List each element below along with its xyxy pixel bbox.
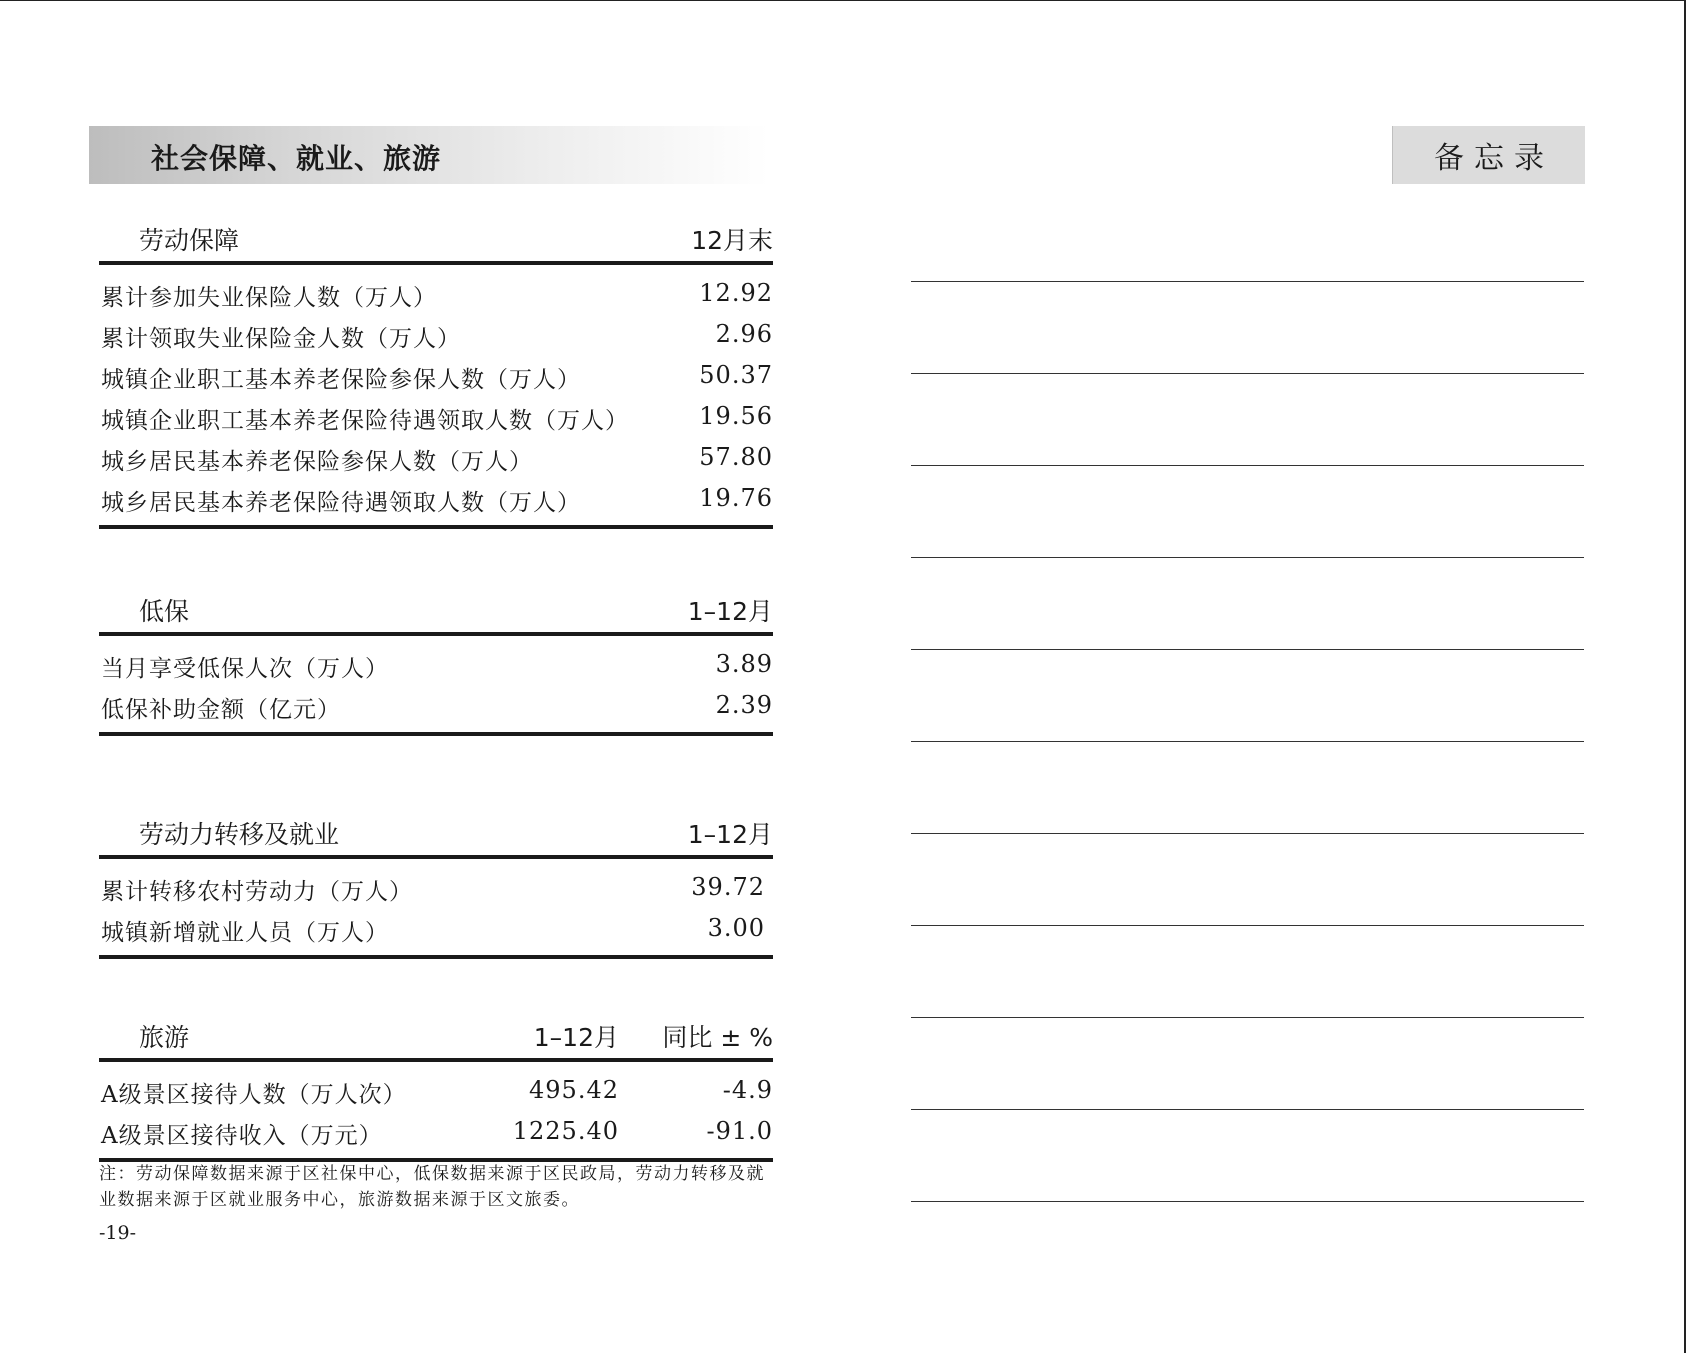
table-row (99, 910, 773, 951)
row-value: 39.72 (691, 873, 765, 901)
row-label: 城镇企业职工基本养老保险待遇领取人数（万人） (101, 408, 629, 434)
row-value: 1225.40 (512, 1117, 619, 1145)
table-title: 旅游 (139, 1023, 190, 1052)
memo-line (911, 1201, 1584, 1202)
table-header (99, 1016, 773, 1056)
table-period: 1–12月 (533, 1023, 619, 1052)
table-title: 劳动保障 (139, 226, 240, 255)
labor-transfer-table (99, 813, 773, 959)
table-row (99, 687, 773, 728)
table-period: 1–12月 (687, 820, 773, 849)
memo-line (911, 281, 1584, 282)
memo-line (911, 1109, 1584, 1110)
row-yoy: -4.9 (722, 1076, 773, 1104)
page-number: -19- (99, 1222, 137, 1244)
page-top-border (0, 0, 1686, 1)
table-row (99, 398, 773, 439)
table-body (99, 636, 773, 732)
table-row (99, 275, 773, 316)
tourism-table (99, 1016, 773, 1162)
table-period: 1–12月 (687, 597, 773, 626)
table-title: 劳动力转移及就业 (139, 820, 340, 849)
section-title: 社会保障、就业、旅游 (151, 142, 442, 175)
table-rule-bottom (99, 955, 773, 959)
table-body (99, 1062, 773, 1158)
row-label: 累计参加失业保险人数（万人） (101, 285, 437, 311)
row-label: 累计领取失业保险金人数（万人） (101, 326, 461, 352)
row-label: 城镇企业职工基本养老保险参保人数（万人） (101, 367, 581, 393)
row-label: 低保补助金额（亿元） (101, 697, 341, 723)
row-label: 城镇新增就业人员（万人） (101, 920, 389, 946)
memo-line (911, 833, 1584, 834)
table-row (99, 357, 773, 398)
row-value: 19.56 (699, 402, 773, 430)
row-value: 495.42 (529, 1076, 619, 1104)
row-value: 3.89 (715, 650, 773, 678)
row-label: A级景区接待收入（万元） (101, 1123, 383, 1149)
table-row (99, 646, 773, 687)
row-value: 2.39 (715, 691, 773, 719)
table-body (99, 859, 773, 955)
table-body (99, 265, 773, 525)
table-row (99, 869, 773, 910)
memo-line (911, 557, 1584, 558)
footnote: 注：劳动保障数据来源于区社保中心，低保数据来源于区民政局，劳动力转移及就业数据来源于区就业服务中心，旅游数据来源于区文旅委。 (99, 1164, 765, 1210)
row-value: 19.76 (699, 484, 773, 512)
table-period: 12月末 (691, 226, 773, 255)
row-label: A级景区接待人数（万人次） (101, 1082, 407, 1108)
labor-security-table (99, 219, 773, 529)
memo-line (911, 373, 1584, 374)
row-label: 累计转移农村劳动力（万人） (101, 879, 413, 905)
table-row (99, 316, 773, 357)
memo-line (911, 465, 1584, 466)
table-rule-bottom (99, 525, 773, 529)
table-row (99, 480, 773, 521)
memo-header (1392, 126, 1585, 184)
table-header (99, 590, 773, 630)
table-yoy-header: 同比 ± % (662, 1023, 773, 1052)
row-value: 12.92 (699, 279, 773, 307)
row-yoy: -91.0 (706, 1117, 773, 1145)
memo-title: 备忘录 (1434, 141, 1554, 176)
row-label: 城乡居民基本养老保险参保人数（万人） (101, 449, 533, 475)
row-value: 57.80 (699, 443, 773, 471)
table-title: 低保 (139, 597, 190, 626)
section-header (89, 126, 769, 184)
memo-line (911, 925, 1584, 926)
row-label: 当月享受低保人次（万人） (101, 656, 389, 682)
row-value: 2.96 (715, 320, 773, 348)
row-value: 3.00 (707, 914, 765, 942)
dibao-table (99, 590, 773, 736)
table-row (99, 439, 773, 480)
memo-line (911, 741, 1584, 742)
table-rule-bottom (99, 732, 773, 736)
table-header (99, 219, 773, 259)
memo-line (911, 1017, 1584, 1018)
memo-line (911, 649, 1584, 650)
row-value: 50.37 (699, 361, 773, 389)
row-label: 城乡居民基本养老保险待遇领取人数（万人） (101, 490, 581, 516)
table-row (99, 1113, 773, 1154)
table-row (99, 1072, 773, 1113)
table-header (99, 813, 773, 853)
